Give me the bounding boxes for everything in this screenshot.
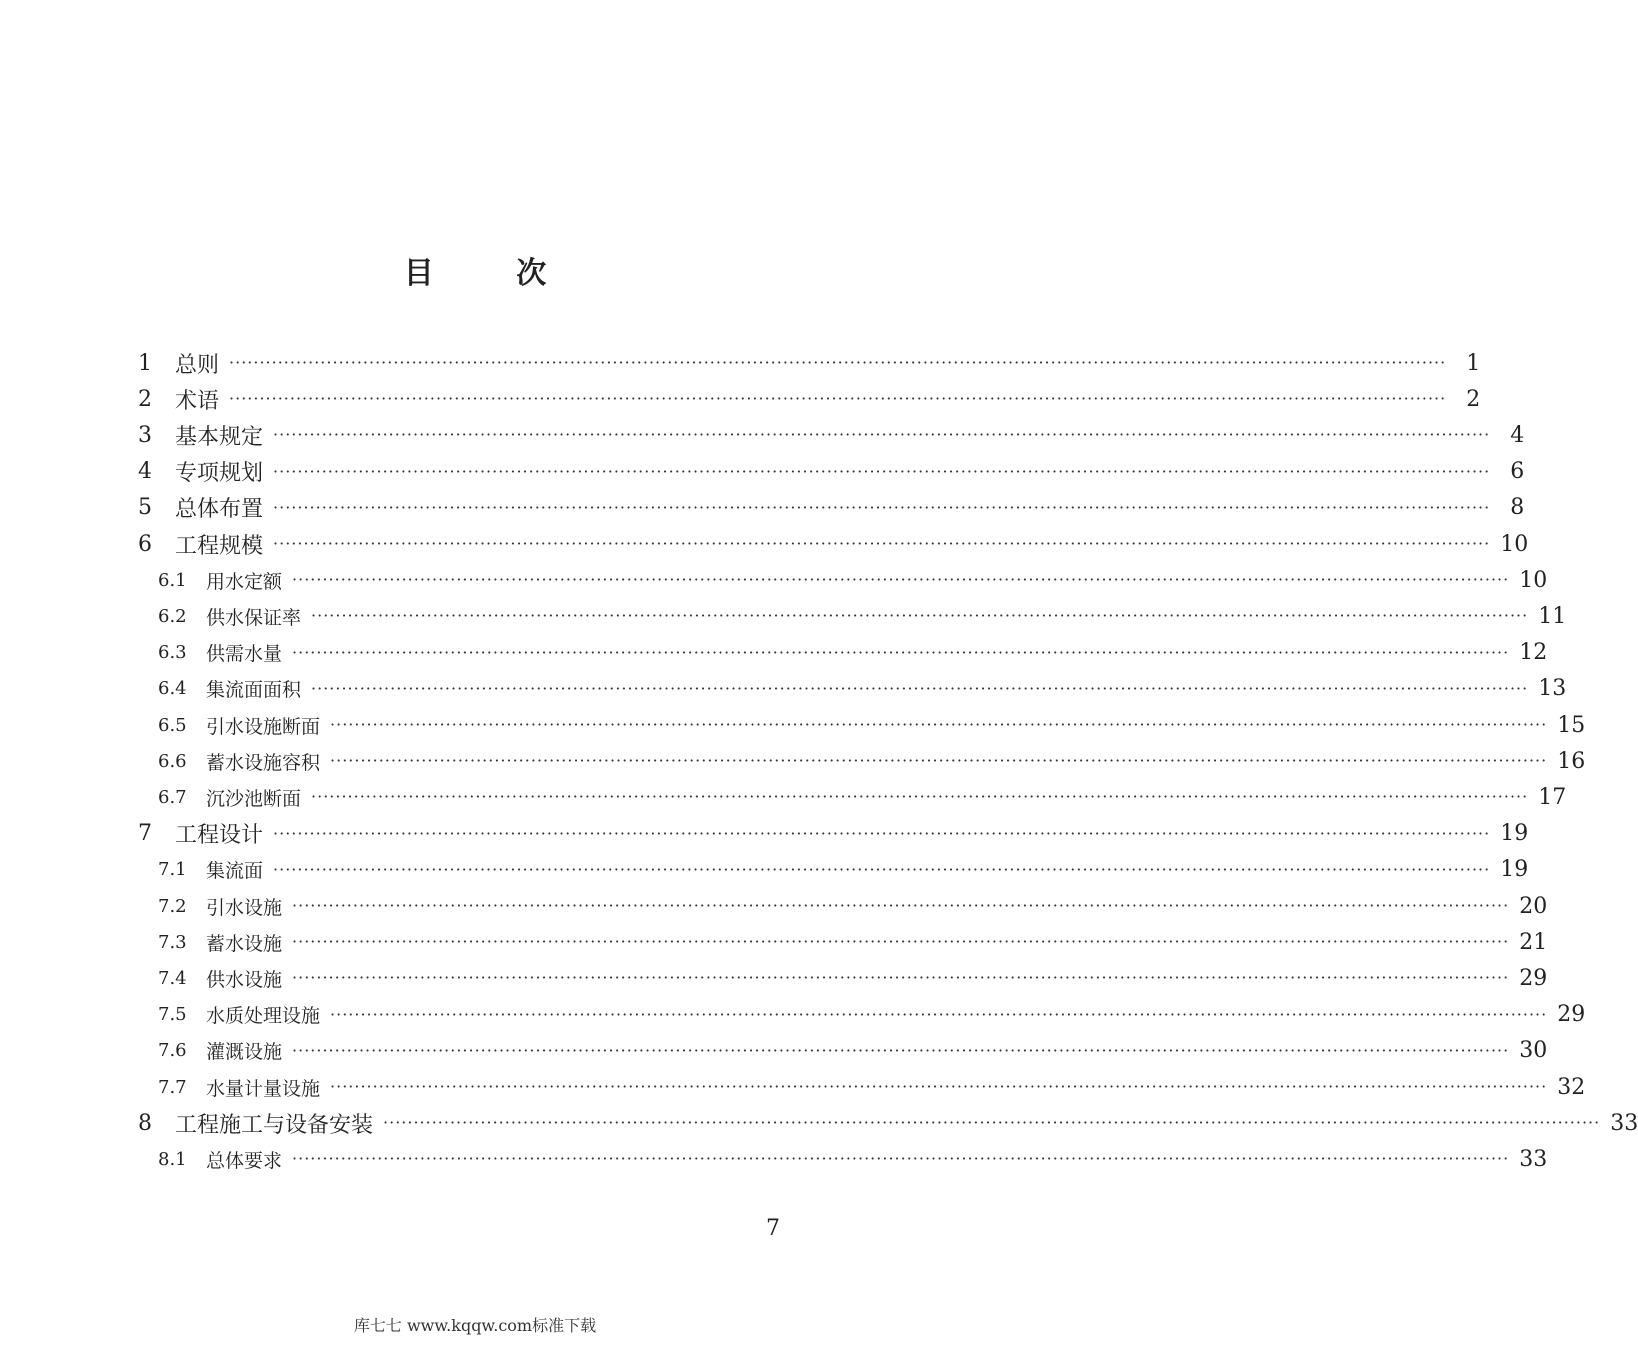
toc-leader-dots: ········································································································································································································ bbox=[311, 787, 1529, 807]
toc-entry-page: 19 bbox=[1500, 857, 1529, 883]
toc-entry[interactable] bbox=[158, 1141, 1548, 1177]
toc-entry-number: 8 bbox=[138, 1110, 152, 1136]
toc-entry[interactable] bbox=[158, 888, 1548, 924]
toc-entry-number: 8.1 bbox=[158, 1148, 187, 1170]
toc-leader-dots: ········································································································································································································ bbox=[273, 425, 1491, 445]
toc-entry[interactable] bbox=[158, 1069, 1586, 1105]
toc-entry[interactable] bbox=[158, 635, 1548, 671]
toc-entry-page: 29 bbox=[1557, 1002, 1586, 1028]
page-number: 7 bbox=[766, 1216, 780, 1241]
toc-entry-number: 6.4 bbox=[158, 678, 187, 700]
toc-entry-number: 3 bbox=[138, 422, 152, 448]
toc-entry-label: 专项规划 bbox=[175, 461, 264, 487]
toc-entry-label: 工程设计 bbox=[175, 823, 264, 849]
toc-entry-number: 7.7 bbox=[158, 1076, 187, 1098]
toc-entry-number: 6.2 bbox=[158, 605, 187, 627]
toc-entry-number: 6.6 bbox=[158, 750, 187, 772]
toc-entry-label: 基本规定 bbox=[175, 424, 264, 450]
toc-entry-page: 8 bbox=[1510, 495, 1525, 521]
toc-leader-dots: ········································································································································································································ bbox=[229, 353, 1447, 372]
toc-entry-label: 集流面面积 bbox=[206, 679, 302, 702]
toc-entry-page: 2 bbox=[1466, 386, 1481, 412]
toc-entry[interactable] bbox=[138, 417, 1525, 453]
toc-entry[interactable] bbox=[138, 816, 1529, 852]
toc-entry-page: 33 bbox=[1610, 1110, 1638, 1136]
page-title: 目 次 bbox=[403, 256, 583, 291]
toc-entry-number: 7.5 bbox=[158, 1004, 187, 1026]
toc-entry-page: 6 bbox=[1510, 459, 1525, 485]
toc-entry[interactable] bbox=[158, 997, 1586, 1033]
toc-entry[interactable] bbox=[158, 598, 1567, 634]
toc-entry-number: 7 bbox=[138, 821, 152, 847]
toc-entry-page: 33 bbox=[1519, 1146, 1548, 1172]
toc-entry[interactable] bbox=[158, 671, 1567, 707]
toc-leader-dots: ········································································································································································································ bbox=[292, 642, 1510, 662]
toc-entry-number: 6 bbox=[138, 531, 152, 557]
toc-leader-dots: ········································································································································································································ bbox=[273, 534, 1491, 553]
footer-watermark: 库七七 www.kqqw.com标准下载 bbox=[353, 1316, 597, 1335]
toc-entry-number: 7.6 bbox=[158, 1040, 187, 1062]
toc-entry-label: 总体布置 bbox=[175, 497, 264, 523]
toc-entry-label: 灌溉设施 bbox=[206, 1041, 283, 1064]
toc-entry-page: 15 bbox=[1557, 712, 1586, 738]
toc-entry[interactable] bbox=[138, 345, 1481, 381]
toc-entry-number: 7.1 bbox=[158, 859, 187, 881]
toc-entry-page: 10 bbox=[1500, 531, 1529, 557]
toc-entry[interactable] bbox=[158, 707, 1586, 743]
toc-entry-label: 用水定额 bbox=[206, 570, 283, 593]
toc-entry-label: 蓄水设施 bbox=[206, 932, 283, 955]
toc-entry-page: 21 bbox=[1519, 929, 1548, 955]
toc-entry-number: 7.2 bbox=[158, 895, 187, 917]
toc-entry-page: 29 bbox=[1519, 965, 1548, 991]
toc-entry-number: 7.4 bbox=[158, 967, 187, 989]
toc-leader-dots: ········································································································································································································ bbox=[292, 570, 1510, 590]
toc-entry-label: 供水设施 bbox=[206, 968, 283, 991]
toc-entry-number: 6.5 bbox=[158, 714, 187, 736]
toc-entry-number: 1 bbox=[138, 350, 152, 376]
toc-entry-label: 引水设施 bbox=[206, 896, 283, 919]
toc-entry-number: 5 bbox=[138, 495, 152, 521]
toc-entry[interactable] bbox=[138, 454, 1525, 490]
toc-entry-number: 6.7 bbox=[158, 786, 187, 808]
toc-leader-dots: ········································································································································································································ bbox=[292, 896, 1510, 915]
toc-entry[interactable] bbox=[138, 1105, 1638, 1141]
toc-entry-page: 19 bbox=[1500, 821, 1529, 847]
toc-entry[interactable] bbox=[138, 381, 1481, 417]
toc-leader-dots: ········································································································································································································ bbox=[311, 678, 1529, 698]
toc-entry-page: 1 bbox=[1466, 350, 1481, 376]
toc-entry-page: 10 bbox=[1519, 567, 1548, 593]
toc-entry[interactable] bbox=[158, 779, 1567, 815]
toc-entry-label: 集流面 bbox=[206, 860, 264, 883]
toc-entry-page: 32 bbox=[1557, 1074, 1586, 1100]
toc-entry-label: 术语 bbox=[175, 388, 220, 414]
toc-leader-dots: ········································································································································································································ bbox=[383, 1113, 1601, 1133]
toc-entry-page: 20 bbox=[1519, 893, 1548, 919]
toc-leader-dots: ········································································································································································································ bbox=[273, 823, 1491, 843]
toc-entry[interactable] bbox=[158, 924, 1548, 960]
toc-entry-page: 11 bbox=[1538, 603, 1567, 629]
toc-entry-label: 引水设施断面 bbox=[206, 715, 321, 738]
toc-entry-label: 沉沙池断面 bbox=[206, 787, 302, 810]
toc-entry-page: 30 bbox=[1519, 1038, 1548, 1064]
toc-leader-dots: ········································································································································································································ bbox=[292, 932, 1510, 952]
toc-entry[interactable] bbox=[158, 960, 1548, 996]
toc-leader-dots: ········································································································································································································ bbox=[311, 606, 1529, 626]
toc-entry-page: 17 bbox=[1538, 784, 1567, 810]
toc-entry-label: 蓄水设施容积 bbox=[206, 751, 321, 774]
toc-entry-number: 4 bbox=[138, 459, 152, 485]
toc-entry-number: 6.3 bbox=[158, 642, 187, 664]
toc-entry-label: 供水保证率 bbox=[206, 606, 302, 629]
toc-entry-number: 2 bbox=[138, 386, 152, 412]
toc-entry-label: 工程施工与设备安装 bbox=[175, 1112, 374, 1138]
toc-entry[interactable] bbox=[158, 852, 1529, 888]
toc-leader-dots: ········································································································································································································ bbox=[229, 389, 1447, 409]
toc-leader-dots: ········································································································································································································ bbox=[292, 968, 1510, 988]
toc-entry[interactable] bbox=[138, 526, 1529, 562]
toc-entry-label: 总体要求 bbox=[206, 1149, 283, 1172]
toc-entry[interactable] bbox=[158, 743, 1586, 779]
toc-entry-number: 7.3 bbox=[158, 931, 187, 953]
toc-leader-dots: ········································································································································································································ bbox=[292, 1149, 1510, 1169]
toc-entry-page: 13 bbox=[1538, 676, 1567, 702]
toc-leader-dots: ········································································································································································································ bbox=[330, 715, 1548, 734]
toc-entry[interactable] bbox=[158, 1033, 1548, 1069]
toc-entry-page: 4 bbox=[1510, 422, 1525, 448]
toc-entry[interactable] bbox=[138, 490, 1525, 526]
toc-entry-label: 总则 bbox=[175, 352, 220, 378]
toc-entry-page: 16 bbox=[1557, 748, 1586, 774]
toc-leader-dots: ········································································································································································································ bbox=[273, 461, 1491, 481]
toc-entry-label: 供需水量 bbox=[206, 643, 283, 666]
toc-entry-label: 工程规模 bbox=[175, 533, 264, 559]
toc-entry[interactable] bbox=[158, 562, 1548, 598]
toc-entry-label: 水质处理设施 bbox=[206, 1005, 321, 1028]
toc-entry-label: 水量计量设施 bbox=[206, 1077, 321, 1100]
toc-leader-dots: ········································································································································································································ bbox=[330, 751, 1548, 771]
toc-entry-number: 6.1 bbox=[158, 569, 187, 591]
toc-leader-dots: ········································································································································································································ bbox=[330, 1077, 1548, 1096]
toc-entry-page: 12 bbox=[1519, 640, 1548, 666]
toc-leader-dots: ········································································································································································································ bbox=[292, 1040, 1510, 1060]
toc-leader-dots: ········································································································································································································ bbox=[273, 497, 1491, 517]
toc-leader-dots: ········································································································································································································ bbox=[273, 859, 1491, 879]
toc-leader-dots: ········································································································································································································ bbox=[330, 1004, 1548, 1024]
